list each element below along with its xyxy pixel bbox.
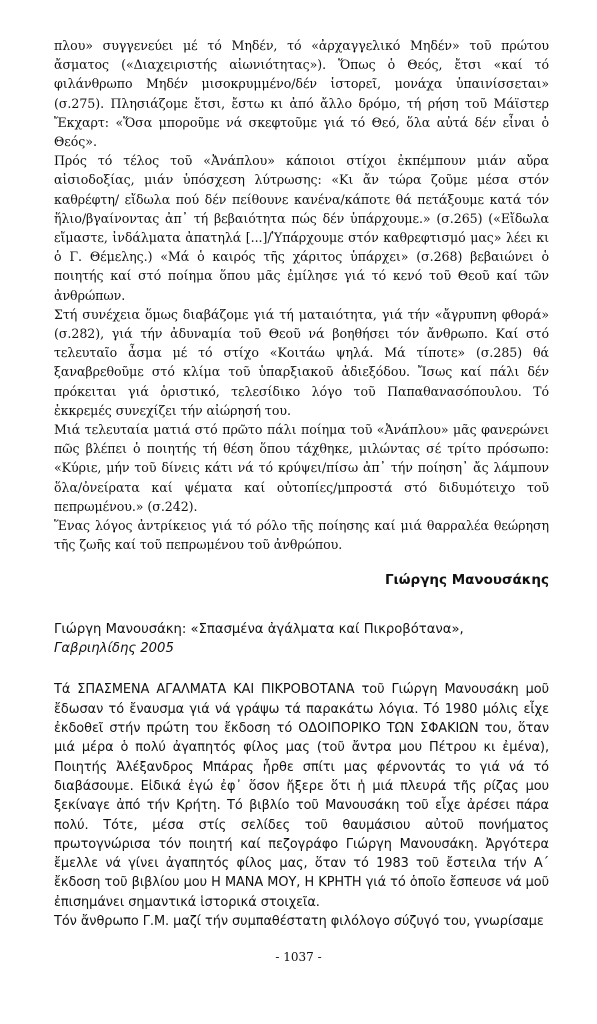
review-heading-publisher: Γαβριηλίδης 2005 bbox=[54, 641, 174, 657]
article-continuation bbox=[54, 36, 549, 590]
paragraph: πλου» συγγενεύει μέ τό Μηδέν, τό «ἀρχαγγελικό Μηδέν» τοῦ πρώτου ἄσματος («Διαχειριστής αἰωνιότητας»). Ὅπως ὁ Θεός, ἔτσι «καί τό φιλάνθρωπο Μηδέν μισοκρυμμένο/δέν ἱστορεῖ, μονάχα ὑπαινίσσεται» (σ.275). Πλησιάζομε ἔτσι, ἔστω κι ἀπό ἄλλο δρόμο, τή ρήση τοῦ Μάϊστερ Ἔκχαρτ: «Ὅσα μποροῦμε νά σκεφτοῦμε γιά τό Θεό, ὅλα αὐτά δέν εἶναι ὁ Θεός». bbox=[54, 38, 549, 150]
paragraph: Τόν ἄνθρωπο Γ.Μ. μαζί τήν συμπαθέστατη φιλόλογο σύζυγό του, γνωρίσαμε bbox=[54, 914, 544, 930]
author-signature: Γιώργης Μανουσάκης bbox=[384, 572, 549, 589]
paragraph: Μιά τελευταία ματιά στό πρῶτο πάλι ποίημα τοῦ «Ἀνάπλου» μᾶς φανερώνει πῶς βλέπει ὁ ποιητής τή θέση ὅπου τάχθηκε, μιλώντας σέ τρίτο πρόσωπο: «Κύριε, μήν τοῦ δίνεις κάτι νά τό κρύψει/πίσω ἀπ᾿ τήν ποίηση᾿ ἄς λάμπουν ὅλα/ὀνείρατα καί ψέματα καί οὐτοπίες/μπροστά στό διδυμότειχο τοῦ πεπρωμένου.» (σ.242). bbox=[54, 422, 549, 514]
review-body bbox=[54, 680, 549, 931]
page-number: - 1037 - bbox=[275, 950, 322, 964]
paragraph: Πρός τό τέλος τοῦ «Ἀνάπλου» κάποιοι στίχοι ἐκπέμπουν μιάν αὔρα αἰσιοδοξίας, μιάν ὑπόσχεση λύτρωσης: «Κι ἄν τώρα ζοῦμε μέσα στόν καθρέφτη/ εἴδωλα πού δέν πείθουνε κανένα/κάποτε θά πετάξουμε κατά τόν ἥλιο/βγαίνοντας ἀπ᾿ τή βεβαιότητα πώς δέν ὑπάρχουμε.» (σ.265) («Εἴδωλα εἴμαστε, ἰνδάλματα ἀπατηλά [...]/Ὑπάρχουμε στόν καθρεφτισμό μας» λέει κι ὁ Γ. Θέμελης.) «Μά ὁ καιρός τῆς χάριτος ὑπάρχει» (σ.268) βεβαιώνει ὁ ποιητής καί στό ποίημα ὅπου μᾶς ἐμίλησε γιά τό κενό τοῦ Θεοῦ καί τῶν ἀνθρώπων. bbox=[54, 153, 549, 303]
paragraph: Ἕνας λόγος ἀντρίκειος γιά τό ρόλο τῆς ποίησης καί μιά θαρραλέα θεώρηση τῆς ζωῆς καί τοῦ πεπρωμένου τοῦ ἀνθρώπου. bbox=[54, 518, 549, 553]
review-heading-title: Γιώργη Μανουσάκη: «Σπασμένα ἀγάλματα καί Πικροβότανα», bbox=[54, 622, 464, 638]
review-heading bbox=[54, 620, 549, 658]
paragraph: Στή συνέχεια ὅμως διαβάζομε γιά τή ματαιότητα, γιά τήν «ἄγρυπνη φθορά» (σ.282), γιά τήν ἀδυναμία τοῦ Θεοῦ νά βοηθήσει τόν ἄνθρωπο. Καί στό τελευταῖο ἆσμα μέ τό στίχο «Κοιτάω ψηλά. Μά τίποτε» (σ.285) θά ξαναβρεθοῦμε στό κλίμα τοῦ ὑπαρξιακοῦ ἀδιεξόδου. Ἴσως καί πάλι δέν πρόκειται γιά ὁριστικό, τελεσίδικο λόγο τοῦ Παπαθανασόπουλου. Τό ἐκκρεμές συνεχίζει τήν αἰώρησή του. bbox=[54, 306, 549, 418]
paragraph: Τά ΣΠΑΣΜΕΝΑ ΑΓΑΛΜΑΤΑ ΚΑΙ ΠΙΚΡΟΒΟΤΑΝΑ τοῦ Γιώργη Μανουσάκη μοῦ ἔδωσαν τό ἔναυσμα γιά νά γράψω τά παρακάτω λόγια. Τό 1980 μόλις εἶχε ἐκδοθεῖ στήν πρώτη του ἔκδοση τό ΟΔΟΙΠΟΡΙΚΟ ΤΩΝ ΣΦΑΚΙΩΝ του, ὅταν μιά μέρα ὁ πολύ ἀγαπητός φίλος μας (τοῦ ἄντρα μου Πέτρου κι ἐμένα), Ποιητής Ἀλέξανδρος Μπάρας ἦρθε σπίτι μας φέρνοντάς το γιά νά τό διαβάσουμε. Εἰδικά ἐγώ ἐφ᾿ ὅσον ἤξερε ὅτι ἡ μιά πλευρά τῆς ρίζας μου ξεκίναγε ἀπό τήν Κρήτη. Τό βιβλίο τοῦ Μανουσάκη τοῦ εἶχε ἀρέσει πάρα πολύ. Τότε, μέσα στίς σελίδες τοῦ θαυμάσιου αὐτοῦ πονήματος πρωτογνώρισα τόν ποιητή καί πεζογράφο Γιώργη Μανουσάκη. Ἀργότερα ἔμελλε νά γίνει ἀγαπητός φίλος μας, ὅταν τό 1983 τοῦ ἔστειλα τήν Α΄ ἔκδοση τοῦ βιβλίου μου Η ΜΑΝΑ ΜΟΥ, Η ΚΡΗΤΗ γιά τό ὁποῖο ἔσπευσε νά μοῦ ἐπισημάνει σημαντικά ἱστορικά στοιχεῖα. bbox=[54, 682, 549, 910]
